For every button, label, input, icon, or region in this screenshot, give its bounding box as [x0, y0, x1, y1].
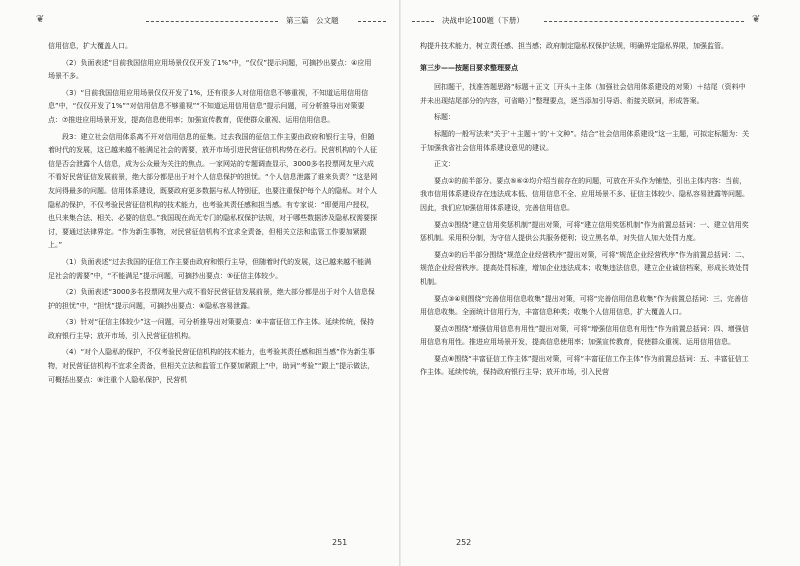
paragraph-excerpt: 段3：建立社会信用体系离不开对信用信息的征集。过去我国的征信工作主要由政府和银行主导，但随着时代的发展，这已越来越不能满足社会的需要，放开市场引进民营征信机构势在必行。民营机构的个人征信是否会泄露个人信息，成为公众最为关注的焦点。一家网站的专题调查显示，3000多名投票网友里六成不看好民营征信发展前景，绝大部分都是出于对个人信息保护的担忧。“个人信息泄露了谁来负责？”这是网友问得最多的问题。信用体系建设，既要政府更多数据与私人特别征，也要注重保护每个人的隐私。对个人隐私的保护，不仅考验民营征信机构的技术能力，也考验其责任感和担当感。有专家说：“即便用户授权，也只来集合法、相关、必要的信息。”我国现在尚无专门的隐私权保护法规，对于哪些数据涉及隐私权需要探讨，要通过法律界定。“作为新生事物，对民营征信机构不宜求全责备，但相关立法和监管工作要加紧跟上。”	[48, 132, 378, 250]
left-running-header	[36, 14, 388, 28]
right-header-title: 决战申论100题（下册）	[442, 16, 524, 25]
paragraph: 标题的一般写法来“关于’＋主题＋‘的’＋文种”。结合“社会信用体系建设”这一主题，可拟定标题为：关于加强我省社会信用体系建设意见的建议。	[420, 129, 750, 152]
paragraph: （4）“对个人隐私的保护，不仅考验民营征信机构的技术能力，也考验其责任感和担当感”作为新生事物，对民营征信机构不宜求全责备，但相关立法和监管工作要加紧跟上”中，助词“考验”“跟上”提示做法，可概括出要点：⑨注重个人隐私保护，民营机	[48, 348, 375, 384]
paragraph: 标题：	[434, 113, 455, 122]
page-number: 251	[332, 538, 348, 547]
page-number: 252	[456, 538, 472, 547]
paragraph: （2）负面表述“目前我国信用应用场景仅仅开发了1%”中，“仅仅”提示问题，可摘抄出要点：④应用场景不多。	[48, 58, 372, 81]
header-rule	[146, 21, 278, 22]
section-heading: 第三步——按题目要求整理要点	[420, 63, 518, 72]
paragraph: 要点⑦围绕“增强信用信息有用性”提出对策，可将“增强信用信息有用性”作为前置总括词：四、增强信用信息有用性。推进应用场景开发，提高信息使用率；加强宣传教育，促使群众重视、运用信用信息。	[420, 324, 749, 347]
paragraph: 正文：	[434, 160, 455, 169]
paragraph: 要点②的后半部分围绕“规范企业经营秩序”提出对策，可将“规范企业经营秩序”作为前置总括词：二、规范企业经营秩序。提高处罚标准，增加企业违法成本；收集违法信息，建立企业诚信档案，形成长效处罚机制。	[420, 250, 749, 286]
header-rule	[358, 21, 386, 22]
page-gutter	[399, 0, 401, 566]
paragraph: 要点①围绕“建立信用奖惩机制”提出对策，可将“建立信用奖惩机制”作为前置总括词：一、建立信用奖惩机制。采用积分制，为守信人提供公共服务便利；设立黑名单，对失信人加大处罚力度。	[420, 220, 749, 243]
right-page-body	[420, 40, 750, 520]
paragraph: 信用信息，扩大覆盖人口。	[48, 42, 132, 50]
paragraph: 要点⑧围绕“丰富征信工作主体”提出对策，可将“丰富征信工作主体”作为前置总括词：五、丰富征信工作主体。延续传统，保持政府银行主导；放开市场，引入民营	[420, 354, 749, 377]
paragraph: （3）“目前我国信用应用场景仅仅开发了1%，还有很多人对信用信息不够重视，不知道运用信用信息”中，“仅仅开发了1%”“对信用信息不够重视”“不知道运用信用信息”提示问题，可分析推导出对策要点：⑦推进应用场景开发，提高信息使用率；加强宣传教育，促使群众重视、运用信用信息。	[48, 88, 369, 124]
header-rule	[412, 21, 434, 22]
paragraph: （2）负面表述“3000多名投票网友里六成不看好民营征信发展前景，绝大部分都是出于对个人信息保护的担忧”中，“担忧”提示问题，可摘抄出要点：⑥隐私容易泄露。	[48, 288, 375, 310]
paragraph: 回扣题干，找准答题思路“标题＋正文［开头＋主体（加强社会信用体系建设的对策）＋结尾（资料中并未出现结尾部分的内容，可省略）］”整理要点，逐当添加引导语、衔接关联词，形成答案。	[420, 83, 746, 105]
paragraph: 要点①的前半部分、要点⑤⑥②均介绍当前存在的问题，可放在开头作为铺垫，引出主体内容：当前，我市信用体系建设存在违法成本低、信用信息不全、应用场景不多、征信主体较少、隐私容易泄露等问题。因此，我们应加强信用体系建设，完善信用信息。	[420, 176, 749, 212]
paragraph: 构提升技术能力，树立责任感、担当感；政府制定隐私权保护法规，明确界定隐私界限，加强监管。	[420, 42, 728, 50]
paragraph: （1）负面表述“过去我国的征信工作主要由政府和银行主导，但随着时代的发展，这已越来越不能满足社会的需要”中，“不能满足”提示问题，可摘抄出要点：⑤征信主体较少。	[48, 257, 372, 280]
paragraph: （3）针对“征信主体较少”这一问题，可分析推导出对策要点：⑧丰富征信工作主体。延续传统，保持政府银行主导；放开市场，引入民营征信机构。	[48, 318, 374, 340]
left-header-title: 第三篇 公文题	[286, 16, 339, 25]
header-rule	[544, 21, 744, 22]
left-page-body	[48, 40, 378, 520]
leaf-ornament-icon: ❦	[752, 14, 761, 25]
right-running-header	[412, 14, 764, 28]
leaf-ornament-icon: ❦	[36, 14, 45, 25]
paragraph: 要点③④则围绕“完善信用信息收集”提出对策，可将“完善信用信息收集”作为前置总括词：三、完善信用信息收集。全面统计信用行为，丰富信息种类；收集个人信用信息，扩大覆盖人口。	[420, 294, 749, 317]
